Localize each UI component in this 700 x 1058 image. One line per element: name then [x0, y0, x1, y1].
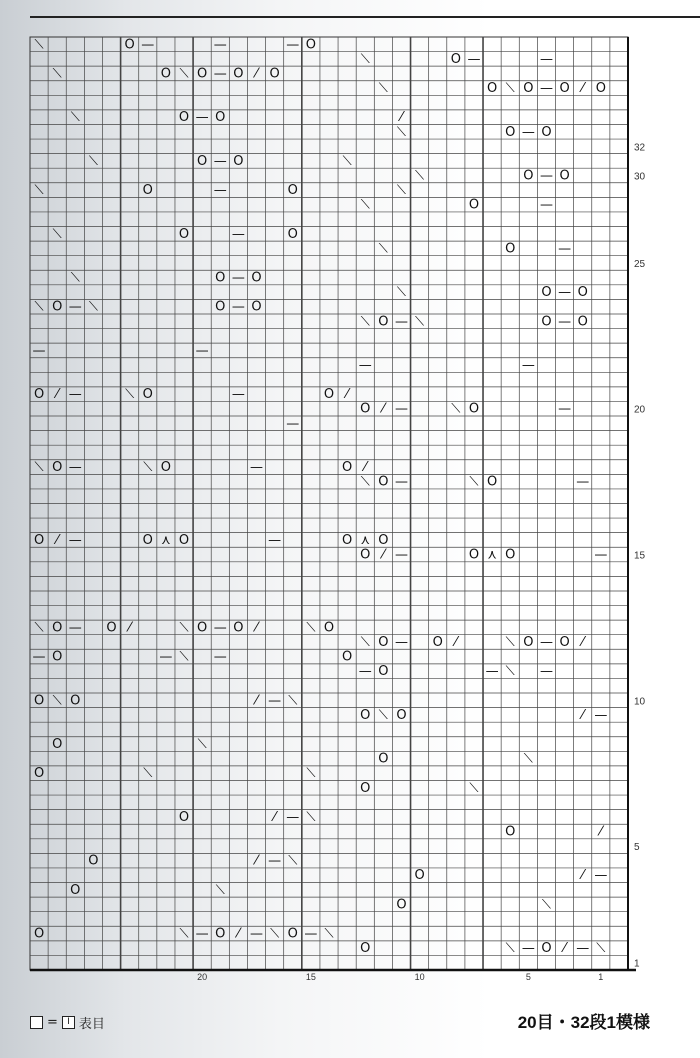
- stitch-symbol: O: [486, 81, 498, 97]
- stitch-symbol: ⟍: [306, 620, 316, 636]
- stitch-symbol: O: [160, 66, 172, 82]
- stitch-symbol: ⟍: [70, 270, 80, 286]
- stitch-symbol: —: [68, 299, 82, 315]
- stitch-symbol: O: [559, 634, 570, 650]
- stitch-symbol: —: [213, 183, 227, 199]
- stitch-symbol: ⟍: [324, 926, 334, 942]
- stitch-symbol: O: [215, 270, 226, 286]
- stitch-symbol: O: [178, 110, 190, 126]
- stitch-symbol: —: [268, 532, 282, 548]
- stitch-symbol: —: [521, 124, 535, 140]
- row-number-label: 30: [634, 171, 646, 183]
- stitch-symbol: ⟍: [34, 460, 44, 476]
- stitch-symbol: O: [523, 634, 534, 650]
- stitch-symbol: —: [558, 285, 572, 301]
- stitch-symbol: O: [142, 387, 153, 403]
- stitch-symbol: —: [394, 634, 408, 650]
- stitch-symbol: O: [33, 387, 45, 403]
- stitch-symbol: ⟍: [360, 314, 370, 330]
- row-number-label: 25: [634, 258, 646, 270]
- stitch-symbol: O: [559, 168, 570, 184]
- stitch-symbol: —: [576, 474, 590, 490]
- stitch-symbol: —: [213, 37, 227, 53]
- stitch-symbol: ⋏: [487, 547, 497, 563]
- stitch-symbol: ⟍: [469, 780, 479, 796]
- column-number-label: 15: [305, 972, 316, 982]
- stitch-symbol: O: [505, 824, 516, 840]
- stitch-symbol: O: [197, 66, 208, 82]
- stitch-symbol: O: [197, 153, 208, 169]
- stitch-symbol: —: [231, 387, 245, 403]
- stitch-symbol: ⟍: [215, 882, 225, 898]
- stitch-symbol: O: [505, 241, 516, 257]
- stitch-symbol: O: [559, 81, 570, 97]
- stitch-symbol: O: [414, 868, 425, 884]
- stitch-symbol: ⁄: [581, 707, 584, 723]
- stitch-symbol: ⋏: [161, 532, 171, 548]
- stitch-symbol: —: [213, 649, 227, 665]
- stitch-symbol: O: [178, 532, 190, 548]
- stitch-symbol: O: [450, 51, 461, 67]
- stitch-symbol: —: [358, 358, 372, 374]
- chart-title: 20目・32段1模様: [517, 1013, 650, 1032]
- stitch-symbol: ⋏: [360, 532, 371, 548]
- stitch-symbol: O: [33, 693, 45, 709]
- stitch-symbol: O: [541, 941, 552, 957]
- stitch-symbol: ⁄: [581, 868, 584, 884]
- row-number-label: 10: [634, 696, 646, 708]
- stitch-symbol: ⟍: [541, 897, 552, 913]
- stitch-symbol: —: [394, 401, 408, 417]
- stitch-symbol: O: [70, 882, 81, 898]
- stitch-symbol: ⟍: [70, 110, 80, 126]
- stitch-symbol: ⁄: [237, 926, 240, 942]
- stitch-symbol: O: [541, 124, 552, 140]
- stitch-symbol: O: [178, 809, 190, 825]
- blank-square-icon: [30, 1016, 43, 1029]
- stitch-symbol: ⁄: [56, 387, 59, 403]
- stitch-symbol: —: [467, 51, 481, 67]
- stitch-symbol: —: [286, 37, 300, 53]
- stitch-symbol: O: [342, 460, 353, 476]
- stitch-symbol: O: [160, 460, 172, 476]
- stitch-symbol: ⁄: [581, 81, 584, 97]
- stitch-symbol: —: [576, 941, 590, 957]
- stitch-symbol: O: [33, 926, 45, 942]
- stitch-symbol: ⁄: [400, 110, 403, 126]
- stitch-symbol: —: [539, 168, 553, 184]
- stitch-symbol: O: [541, 314, 552, 330]
- stitch-symbol: —: [32, 649, 46, 665]
- stitch-symbol: ⟍: [378, 707, 388, 723]
- stitch-symbol: ⟍: [52, 693, 62, 709]
- stitch-symbol: ⟍: [415, 168, 425, 184]
- stitch-symbol: ⟍: [270, 926, 280, 942]
- legend-meaning: 表目: [78, 1016, 105, 1032]
- stitch-symbol: O: [52, 460, 63, 476]
- stitch-symbol: —: [539, 51, 553, 67]
- stitch-symbol: O: [595, 81, 606, 97]
- column-number-label: 20: [197, 972, 208, 982]
- stitch-symbol: O: [233, 620, 244, 636]
- stitch-symbol: ⟍: [34, 37, 44, 53]
- stitch-symbol: ⟍: [505, 81, 515, 97]
- stitch-symbol: O: [124, 37, 135, 53]
- stitch-symbol: ⟍: [34, 299, 44, 315]
- stitch-symbol: ⟍: [505, 664, 515, 680]
- stitch-symbol: O: [52, 649, 63, 665]
- row-number-label: 5: [634, 842, 640, 854]
- stitch-symbol: O: [468, 197, 480, 213]
- stitch-symbol: O: [468, 547, 480, 563]
- column-number-label: 10: [414, 972, 425, 982]
- stitch-symbol: ⁄: [255, 66, 258, 82]
- stitch-symbol: ⁄: [581, 634, 584, 650]
- stitch-symbol: O: [577, 285, 588, 301]
- stitch-symbol: —: [539, 81, 553, 97]
- legend-knit-symbol: I: [67, 1016, 70, 1027]
- stitch-symbol: ⟍: [360, 474, 370, 490]
- stitch-symbol: —: [286, 416, 300, 432]
- stitch-symbol: O: [215, 299, 226, 315]
- stitch-symbol: —: [268, 693, 282, 709]
- knit-square-icon: [62, 1016, 75, 1029]
- stitch-symbol: ⟍: [451, 401, 461, 417]
- stitch-symbol: ⁄: [273, 809, 276, 825]
- stitch-symbol: ⟍: [143, 766, 153, 782]
- stitch-symbol: O: [269, 66, 280, 82]
- stitch-symbol: O: [486, 474, 498, 490]
- stitch-symbol: ⟍: [523, 751, 533, 767]
- stitch-symbol: O: [378, 532, 389, 548]
- stitch-symbol: —: [250, 460, 264, 476]
- stitch-symbol: —: [159, 649, 173, 665]
- stitch-symbol: ⟍: [306, 809, 316, 825]
- stitch-symbol: O: [215, 110, 226, 126]
- stitch-symbol: ⟍: [378, 241, 388, 257]
- stitch-symbol: —: [250, 926, 264, 942]
- stitch-symbol: ⁄: [255, 693, 258, 709]
- stitch-symbol: ⁄: [255, 853, 258, 869]
- stitch-symbol: O: [233, 66, 244, 82]
- stitch-symbol: —: [213, 66, 227, 82]
- stitch-symbol: —: [539, 634, 553, 650]
- stitch-symbol: O: [287, 926, 298, 942]
- stitch-symbol: O: [233, 153, 244, 169]
- stitch-symbol: O: [287, 183, 298, 199]
- stitch-symbol: O: [378, 751, 389, 767]
- legend: [30, 1013, 105, 1031]
- stitch-symbol: O: [378, 314, 389, 330]
- stitch-symbol: O: [523, 168, 534, 184]
- stitch-symbol: ⟍: [505, 941, 515, 957]
- stitch-symbol: O: [323, 620, 335, 636]
- stitch-symbol: ⟍: [415, 314, 425, 330]
- row-number-label: 1: [634, 958, 640, 970]
- stitch-symbol: O: [142, 532, 153, 548]
- stitch-symbol: —: [594, 868, 608, 884]
- stitch-symbol: ⟍: [143, 460, 153, 476]
- stitch-symbol: ⟍: [88, 153, 98, 169]
- stitch-symbol: —: [268, 853, 282, 869]
- stitch-symbol: O: [396, 707, 407, 723]
- stitch-symbol: O: [305, 37, 316, 53]
- stitch-symbol: O: [142, 183, 153, 199]
- stitch-symbol: O: [323, 387, 335, 403]
- stitch-symbol: ⟍: [360, 51, 370, 67]
- stitch-symbol: ⟍: [88, 299, 98, 315]
- stitch-symbol: —: [32, 343, 46, 359]
- stitch-symbol: ⟍: [288, 693, 298, 709]
- stitch-symbol: —: [231, 226, 245, 242]
- stitch-symbol: ⁄: [454, 634, 457, 650]
- stitch-symbol: O: [523, 81, 534, 97]
- stitch-symbol: O: [505, 547, 516, 563]
- stitch-symbol: ⟍: [179, 66, 189, 82]
- stitch-symbol: —: [304, 926, 318, 942]
- stitch-symbol: ⟍: [197, 737, 207, 753]
- stitch-symbol: O: [541, 285, 552, 301]
- stitch-symbol: ⁄: [128, 620, 131, 636]
- stitch-symbol: —: [213, 153, 227, 169]
- stitch-symbol: —: [521, 358, 535, 374]
- row-number-label: 20: [634, 404, 646, 416]
- stitch-symbol: ⁄: [382, 547, 385, 563]
- stitch-symbol: ⟍: [125, 387, 135, 403]
- stitch-symbol: —: [394, 547, 408, 563]
- stitch-symbol: —: [195, 343, 209, 359]
- stitch-symbol: —: [539, 664, 553, 680]
- stitch-symbol: O: [360, 941, 371, 957]
- stitch-symbol: ⟍: [179, 649, 189, 665]
- stitch-symbol: ⟍: [360, 634, 370, 650]
- stitch-symbol: ⟍: [342, 153, 352, 169]
- stitch-symbol: —: [68, 387, 82, 403]
- stitch-symbol: ⁄: [599, 824, 602, 840]
- stitch-symbol: ⟍: [288, 853, 298, 869]
- stitch-symbol: O: [70, 693, 81, 709]
- stitch-symbol: —: [68, 620, 82, 636]
- stitch-symbol: —: [558, 314, 572, 330]
- stitch-symbol: O: [197, 620, 208, 636]
- stitch-symbol: —: [594, 707, 608, 723]
- stitch-symbol: ⟍: [360, 197, 370, 213]
- stitch-symbol: O: [378, 474, 389, 490]
- stitch-symbol: ⁄: [346, 387, 349, 403]
- stitch-symbol: —: [141, 37, 155, 53]
- stitch-symbol: O: [505, 124, 516, 140]
- stitch-symbol: ⟍: [596, 941, 606, 957]
- stitch-symbol: ⟍: [396, 285, 407, 301]
- stitch-symbol: ⁄: [364, 460, 367, 476]
- stitch-symbol: —: [213, 620, 227, 636]
- stitch-symbol: O: [360, 780, 371, 796]
- stitch-symbol: ⟍: [34, 620, 44, 636]
- stitch-symbol: —: [195, 926, 209, 942]
- stitch-symbol: O: [360, 401, 371, 417]
- stitch-symbol: O: [396, 897, 407, 913]
- stitch-symbol: —: [485, 664, 499, 680]
- stitch-symbol: —: [68, 532, 82, 548]
- stitch-symbol: ⟍: [52, 226, 62, 242]
- stitch-symbol: —: [394, 314, 408, 330]
- row-number-label: 15: [634, 550, 646, 562]
- stitch-symbol: O: [342, 532, 353, 548]
- stitch-symbol: O: [378, 634, 389, 650]
- stitch-symbol: ⟍: [306, 766, 316, 782]
- stitch-symbol: O: [33, 532, 45, 548]
- stitch-symbol: —: [594, 547, 608, 563]
- stitch-symbol: O: [251, 270, 262, 286]
- stitch-symbol: ⟍: [378, 81, 388, 97]
- stitch-symbol: O: [52, 620, 63, 636]
- stitch-symbol: —: [231, 299, 245, 315]
- stitch-symbol: O: [52, 299, 63, 315]
- stitch-symbol: O: [251, 299, 262, 315]
- stitch-symbol: O: [287, 226, 298, 242]
- stitch-symbol: —: [286, 809, 300, 825]
- stitch-symbol: O: [106, 620, 117, 636]
- column-number-label: 5: [525, 972, 531, 982]
- column-number-label: 1: [598, 972, 604, 982]
- stitch-symbol: ⟍: [505, 634, 515, 650]
- stitch-symbol: O: [360, 707, 371, 723]
- stitch-symbol: —: [521, 941, 535, 957]
- stitch-symbol: —: [68, 460, 82, 476]
- stitch-symbol: O: [33, 766, 45, 782]
- stitch-symbol: ⟍: [469, 474, 479, 490]
- stitch-symbol: O: [178, 226, 190, 242]
- stitch-symbol: O: [577, 314, 588, 330]
- stitch-symbol: ⟍: [179, 620, 189, 636]
- stitch-symbol: O: [378, 664, 389, 680]
- stitch-symbol: O: [432, 634, 443, 650]
- stitch-symbol: —: [195, 110, 209, 126]
- stitch-symbol: O: [52, 737, 63, 753]
- stitch-symbol: O: [360, 547, 371, 563]
- stitch-symbol: —: [539, 197, 553, 213]
- stitch-symbol: O: [88, 853, 99, 869]
- stitch-symbol: —: [558, 401, 572, 417]
- stitch-symbol: ⟍: [179, 926, 189, 942]
- stitch-symbol: O: [468, 401, 480, 417]
- stitch-symbol: ⟍: [34, 183, 44, 199]
- stitch-symbol: —: [394, 474, 408, 490]
- stitch-symbol: ⟍: [396, 183, 407, 199]
- stitch-symbol: ⟍: [396, 124, 407, 140]
- stitch-symbol: ⁄: [56, 532, 59, 548]
- stitch-symbol: ⁄: [563, 941, 566, 957]
- legend-equals: =: [47, 1014, 58, 1030]
- row-number-label: 32: [634, 142, 646, 154]
- stitch-symbol: —: [358, 664, 372, 680]
- stitch-symbol: ⁄: [255, 620, 258, 636]
- stitch-symbol: ⁄: [382, 401, 385, 417]
- stitch-symbol: O: [342, 649, 353, 665]
- stitch-symbol: —: [558, 241, 572, 257]
- stitch-symbol: ⟍: [52, 66, 62, 82]
- stitch-symbol: O: [215, 926, 226, 942]
- stitch-symbol: —: [231, 270, 245, 286]
